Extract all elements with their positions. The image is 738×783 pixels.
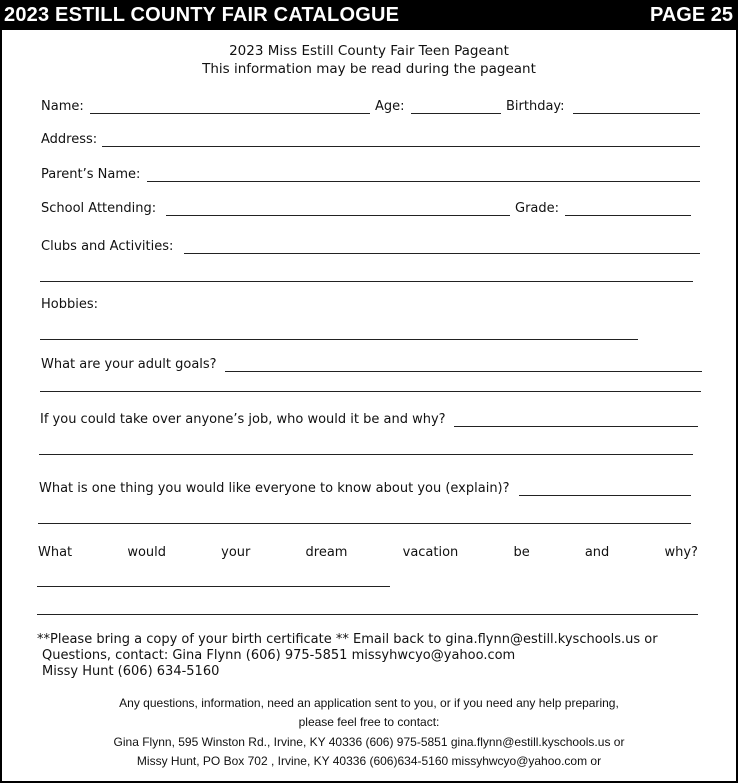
grade-field[interactable] — [565, 215, 691, 216]
age-field[interactable] — [411, 113, 501, 114]
vacation-field-line-2[interactable] — [37, 614, 698, 615]
questions-contact: Questions, contact: Gina Flynn (606) 975-5851 missyhwcyo@yahoo.com — [42, 648, 516, 663]
name-field[interactable] — [90, 113, 370, 114]
vacation-word: why? — [664, 545, 698, 560]
vacation-word: would — [127, 545, 167, 560]
birthday-field[interactable] — [573, 113, 700, 114]
address-label: Address: — [41, 132, 98, 147]
know-field-line-2[interactable] — [38, 523, 691, 524]
vacation-word: What — [38, 545, 73, 560]
catalogue-header — [0, 0, 738, 30]
parent-name-field[interactable] — [147, 181, 700, 182]
know-label: What is one thing you would like everyone to know about you (explain)? — [39, 481, 510, 496]
birth-certificate-note: **Please bring a copy of your birth certificate ** Email back to gina.flynn@estill.kyschools.us or — [37, 632, 658, 647]
job-label: If you could take over anyone’s job, who would it be and why? — [40, 412, 446, 427]
footer-line-4: Missy Hunt, PO Box 702 , Irvine, KY 40336 (606)634-5160 missyhwcyo@yahoo.com or — [136, 754, 602, 768]
goals-field[interactable] — [225, 371, 702, 372]
form-title: 2023 Miss Estill County Fair Teen Pageant — [229, 43, 509, 59]
vacation-word: dream — [305, 545, 348, 560]
grade-label: Grade: — [515, 201, 560, 216]
clubs-field-line-2[interactable] — [40, 281, 693, 282]
hobbies-label: Hobbies: — [41, 297, 98, 312]
know-field[interactable] — [519, 495, 691, 496]
catalogue-title: 2023 ESTILL COUNTY FAIR CATALOGUE — [4, 4, 400, 26]
footer-line-1: Any questions, information, need an application sent to you, or if you need any help preparing, — [119, 696, 619, 710]
vacation-word: be — [513, 545, 530, 560]
goals-label: What are your adult goals? — [41, 357, 217, 372]
birthday-label: Birthday: — [506, 99, 565, 114]
vacation-word: your — [221, 545, 251, 560]
hobbies-field[interactable] — [40, 339, 638, 340]
vacation-field[interactable] — [37, 586, 390, 587]
goals-field-line-2[interactable] — [40, 391, 701, 392]
missy-hunt-contact: Missy Hunt (606) 634-5160 — [42, 664, 220, 679]
age-label: Age: — [375, 99, 405, 114]
name-label: Name: — [41, 99, 84, 114]
vacation-word: and — [584, 545, 610, 560]
parent-name-label: Parent’s Name: — [41, 167, 141, 182]
clubs-field[interactable] — [184, 253, 700, 254]
footer-line-2: please feel free to contact: — [298, 715, 440, 729]
clubs-label: Clubs and Activities: — [41, 239, 174, 254]
school-field[interactable] — [166, 215, 510, 216]
footer-line-3: Gina Flynn, 595 Winston Rd., Irvine, KY 40336 (606) 975-5851 gina.flynn@estill.kyschools.us or — [113, 735, 625, 749]
vacation-label — [38, 545, 698, 560]
job-field-line-2[interactable] — [39, 454, 693, 455]
vacation-word: vacation — [402, 545, 459, 560]
job-field[interactable] — [454, 426, 698, 427]
form-subtitle: This information may be read during the pageant — [202, 61, 536, 77]
address-field[interactable] — [102, 146, 700, 147]
page-number: PAGE 25 — [650, 4, 733, 26]
school-label: School Attending: — [41, 201, 157, 216]
